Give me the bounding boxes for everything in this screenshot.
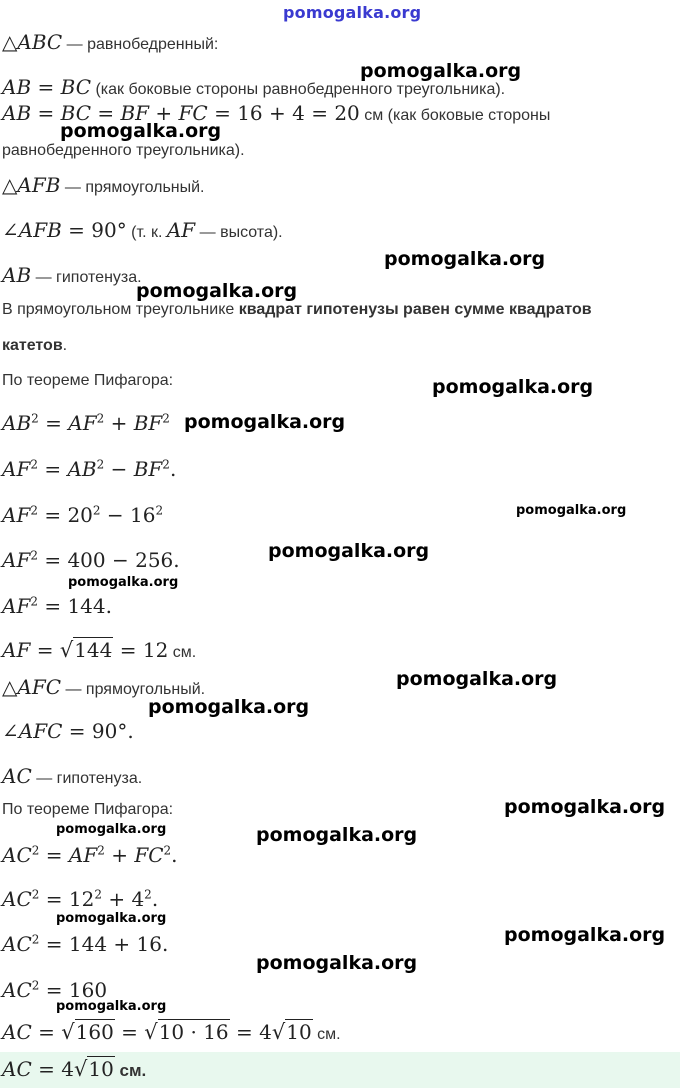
text-hyp-1: — гипотенуза. xyxy=(31,269,142,286)
math-ac-result: AC = √160 = √10 · 16 = 4√10 xyxy=(2,1020,312,1044)
line-pythagoras-rule xyxy=(2,301,680,319)
line-af-result xyxy=(2,638,680,662)
watermark: pomogalka.org xyxy=(184,411,346,433)
math-answer: AC = 4√10 xyxy=(2,1057,114,1081)
line-ab-hyp xyxy=(2,263,680,287)
line-triangle-abc xyxy=(2,30,680,54)
watermark: pomogalka.org xyxy=(432,376,594,398)
line-ab-eq-bc xyxy=(2,75,680,99)
text-hyp-2: — гипотенуза. xyxy=(31,770,143,787)
math-af-result: AF = √144 = 12 xyxy=(2,638,169,662)
math-af2-3: $AF^2 = 400 - 256$. xyxy=(2,548,180,572)
line-answer xyxy=(2,1057,680,1081)
math-triangle-afc: △AFC xyxy=(2,675,62,699)
line-ac2-1 xyxy=(2,843,680,867)
math-ab: AB xyxy=(2,263,32,287)
watermark: pomogalka.org xyxy=(256,952,418,974)
math-af2-4: $AF^2 = 144$. xyxy=(2,594,112,618)
text-rule-bold-cont: катетов xyxy=(2,337,63,354)
math-ac2-3: $AC^2 = 144 + 16$. xyxy=(2,932,169,956)
watermark: pomogalka.org xyxy=(504,796,666,818)
math-ac2-1: $AC^2 = AF^2 + FC^2$. xyxy=(2,843,178,867)
text-cm-2: см. xyxy=(312,1026,341,1043)
watermark: pomogalka.org xyxy=(256,824,418,846)
math-af: AF xyxy=(166,218,196,242)
watermark: pomogalka.org xyxy=(136,280,298,302)
radicand-answer: 10 xyxy=(88,1057,114,1081)
radicand-144: 144 xyxy=(74,638,113,662)
watermark: pomogalka.org xyxy=(56,999,167,1014)
watermark: pomogalka.org xyxy=(268,540,430,562)
text-reason-1: (как боковые стороны равнобедренного треугольника). xyxy=(91,81,506,98)
line-pythagoras-rule-cont xyxy=(2,337,680,355)
text-cm-answer: см. xyxy=(114,1061,147,1080)
line-angle-afc xyxy=(2,719,680,743)
watermark: pomogalka.org xyxy=(148,696,310,718)
text-rule-bold: квадрат гипотенузы равен сумме квадратов xyxy=(238,301,592,318)
math-angle-afc: ∠AFC = 90°. xyxy=(2,719,134,743)
math-ac: AC xyxy=(2,764,32,788)
watermark-top: pomogalka.org xyxy=(283,3,422,22)
line-af2-4 xyxy=(2,594,680,618)
radicand-160: 160 xyxy=(75,1020,114,1044)
text-reason-2: см (как боковые стороны xyxy=(359,107,551,124)
line-ab-value-cont xyxy=(2,142,680,160)
line-angle-afb xyxy=(2,218,680,242)
watermark: pomogalka.org xyxy=(504,924,666,946)
math-ab2: $AB^2 = AF^2 + BF^2$ xyxy=(2,411,170,435)
math-ab-value: AB = BC = BF + FC = 16 + 4 = 20 xyxy=(2,101,360,125)
line-af2-1 xyxy=(2,457,680,481)
radicand-10x16: 10 · 16 xyxy=(158,1020,229,1044)
text-right-1: — прямоугольный. xyxy=(60,179,205,196)
math-af2-2: $AF^2 = 20^2 - 16^2$ xyxy=(2,503,164,527)
text-height: — высота). xyxy=(195,224,283,241)
watermark: pomogalka.org xyxy=(60,120,222,142)
line-ac-result xyxy=(2,1020,680,1044)
watermark: pomogalka.org xyxy=(360,60,522,82)
line-ac-hyp xyxy=(2,764,680,788)
text-right-2: — прямоугольный. xyxy=(61,681,206,698)
math-ac2-4: $AC^2 = 160$ xyxy=(2,978,108,1002)
line-triangle-afc xyxy=(2,675,680,699)
watermark: pomogalka.org xyxy=(384,248,546,270)
math-af2-1: $AF^2 = AB^2 - BF^2$. xyxy=(2,457,177,481)
text-since: (т. к. xyxy=(126,224,167,241)
watermark: pomogalka.org xyxy=(516,503,627,518)
math-triangle-abc: △ABC xyxy=(2,30,63,54)
text-by-theorem-1: По теореме Пифагора: xyxy=(2,372,174,389)
math-ab-eq-bc: AB = BC xyxy=(2,75,91,99)
math-triangle-afb: △AFB xyxy=(2,173,61,197)
watermark: pomogalka.org xyxy=(56,822,167,837)
watermark: pomogalka.org xyxy=(396,668,558,690)
line-ac2-2 xyxy=(2,887,680,911)
math-ac2-2: $AC^2 = 12^2 + 4^2$. xyxy=(2,887,159,911)
watermark: pomogalka.org xyxy=(56,911,167,926)
text-cm-1: см. xyxy=(168,644,197,661)
text-period: . xyxy=(62,337,68,354)
text-isosceles: — равнобедренный: xyxy=(62,36,219,53)
math-angle-afb: ∠AFB = 90° xyxy=(2,218,127,242)
watermark: pomogalka.org xyxy=(68,575,179,590)
line-triangle-afb xyxy=(2,173,680,197)
text-rule: В прямоугольном треугольнике xyxy=(2,301,239,318)
radicand-10: 10 xyxy=(286,1020,312,1044)
text-by-theorem-2: По теореме Пифагора: xyxy=(2,801,174,818)
text-reason-2-cont: равнобедренного треугольника). xyxy=(2,142,245,159)
